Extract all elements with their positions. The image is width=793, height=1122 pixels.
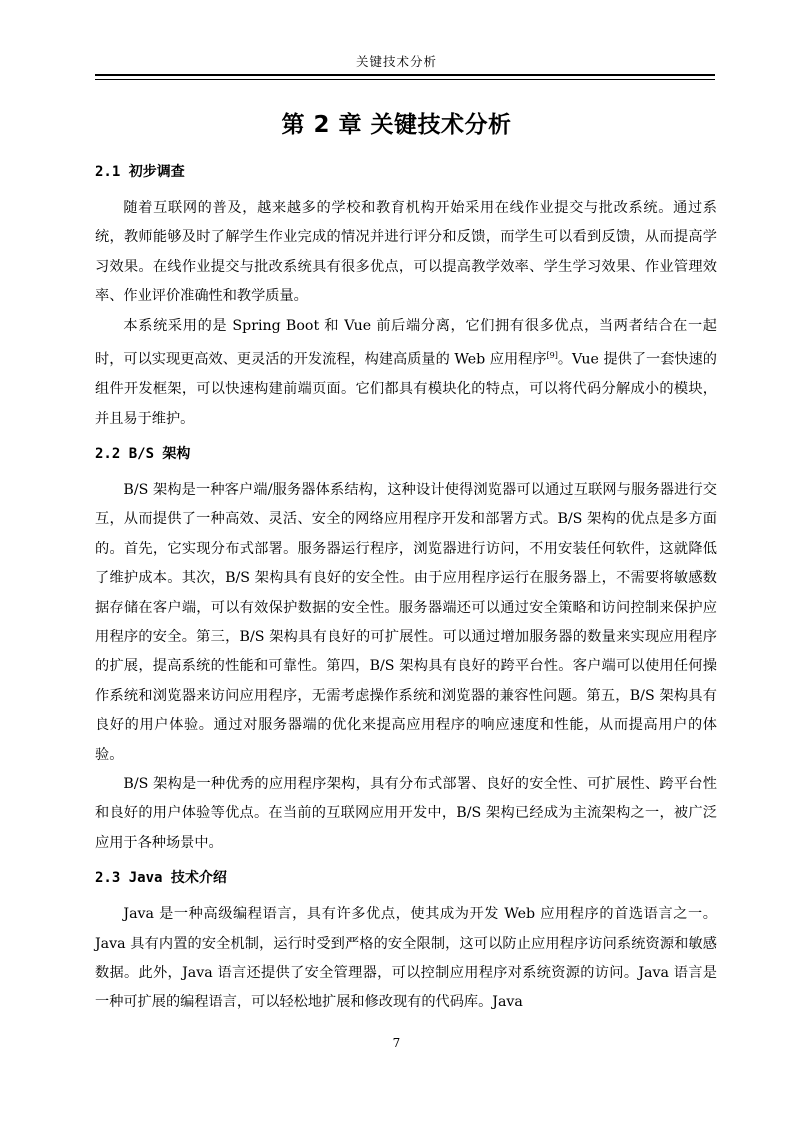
section-heading-2-2: 2.2 B/S 架构 [95, 445, 191, 462]
paragraph: Java 是一种高级编程语言，具有许多优点，使其成为开发 Web 应用程序的首选语言之一。Java 具有内置的安全机制，运行时受到严格的安全限制，这可以防止应用程序访问系统资源和敏感数据。此外，Java 语言还提供了安全管理器，可以控制应用程序对系统资源的访问。Java 语言是一种可扩展的编程语言，可以轻松地扩展和修改现有的代码库。Java [95, 906, 717, 1011]
header-rule-thick [95, 74, 715, 76]
section-heading-2-1: 2.1 初步调查 [95, 164, 185, 180]
page-number: 7 [392, 1036, 401, 1050]
paragraph [95, 312, 717, 434]
header-rule-thin [95, 79, 715, 80]
paragraph: B/S 架构是一种客户端/服务器体系结构，这种设计使得浏览器可以通过互联网与服务器进行交互，从而提供了一种高效、灵活、安全的网络应用程序开发和部署方式。B/S 架构的优点是多方面的。首先，它实现分布式部署。服务器运行程序，浏览器进行访问，不用安装任何软件，这就降低了维护成本。其次，B/S 架构具有良好的安全性。由于应用程序运行在服务器上，不需要将敏感数据存储在客户端，可以有效保护数据的安全性。服务器端还可以通过安全策略和访问控制来保护应用程序的安全。第三，B/S 架构具有良好的可扩展性。可以通过增加服务器的数量来实现应用程序的扩展，提高系统的性能和可靠性。第四，B/S 架构具有良好的跨平台性。客户端可以使用任何操作系统和浏览器来访问应用程序，无需考虑操作系统和浏览器的兼容性问题。第五，B/S 架构具有良好的用户体验。通过对服务器端的优化来提高应用程序的响应速度和性能，从而提高用户的体验。 [95, 481, 717, 763]
paragraph: 随着互联网的普及，越来越多的学校和教育机构开始采用在线作业提交与批改系统。通过系统，教师能够及时了解学生作业完成的情况并进行评分和反馈，而学生可以看到反馈，从而提高学习效果。在线作业提交与批改系统具有很多优点，可以提高教学效率、学生学习效果、作业管理效率、作业评价准确性和教学质量。 [95, 200, 717, 305]
running-header: 关键技术分析 [355, 54, 437, 69]
citation-marker: [9] [546, 351, 558, 361]
paragraph-text: 。Vue 提供了一套快速的组件开发框架，可以快速构建前端页面。它们都具有模块化的特点，可以将代码分解成小的模块，并且易于维护。 [95, 351, 717, 427]
page-body [95, 160, 717, 1018]
paragraph: B/S 架构是一种优秀的应用程序架构，具有分布式部署、良好的安全性、可扩展性、跨平台性和良好的用户体验等优点。在当前的互联网应用开发中，B/S 架构已经成为主流架构之一，被广泛应用于各种场景中。 [95, 776, 717, 851]
paragraph-text: 本系统采用的是 Spring Boot 和 Vue 前后端分离，它们拥有很多优点，当两者结合在一起时，可以实现更高效、更灵活的开发流程，构建高质量的 Web 应用程序 [95, 317, 717, 368]
section-heading-2-3: 2.3 Java 技术介绍 [95, 870, 227, 887]
chapter-title: 第 2 章 关键技术分析 [281, 112, 512, 138]
